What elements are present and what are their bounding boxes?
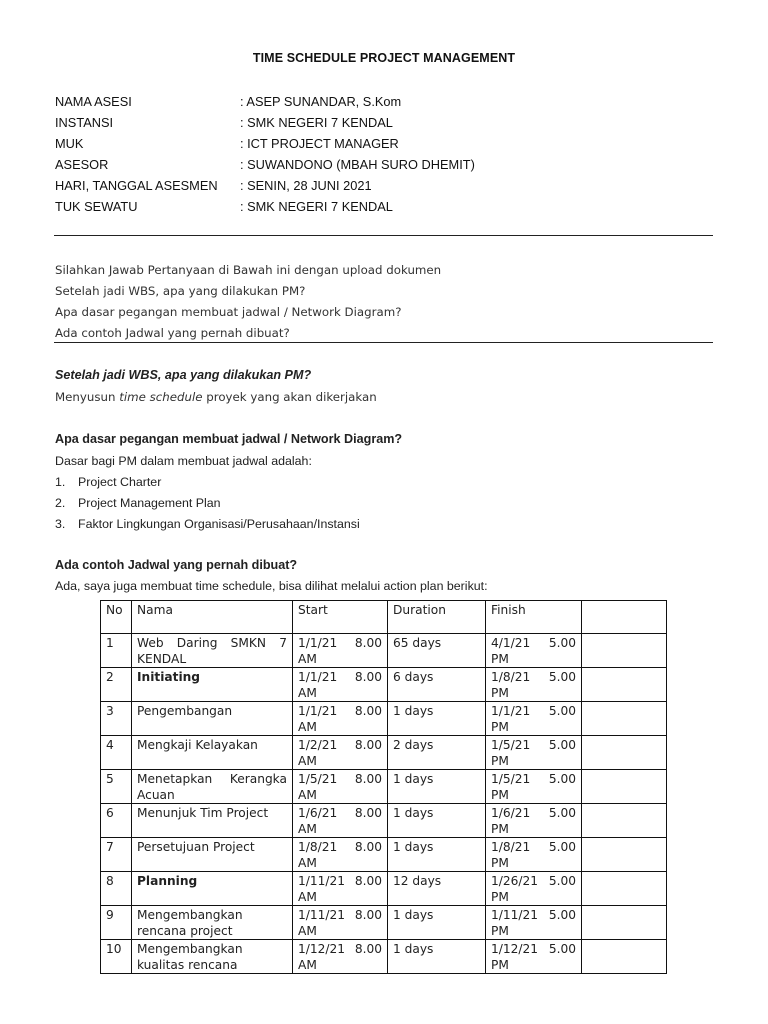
- identity-row: [55, 112, 715, 133]
- cell-finish: 4/1/21 5.00 PM: [486, 634, 582, 668]
- cell-finish: 1/6/21 5.00 PM: [486, 804, 582, 838]
- header-cell-no: No: [101, 601, 132, 634]
- cell-empty: [582, 668, 667, 702]
- identity-value: : SUWANDONO (MBAH SURO DHEMIT): [240, 157, 475, 172]
- identity-row: [55, 91, 715, 112]
- cell-empty: [582, 634, 667, 668]
- table-row: [101, 872, 667, 906]
- cell-duration: 2 days: [388, 736, 486, 770]
- cell-duration: 1 days: [388, 702, 486, 736]
- cell-empty: [582, 736, 667, 770]
- identity-label: TUK SEWATU: [55, 199, 138, 214]
- table-row: [101, 940, 667, 974]
- cell-no: 2: [101, 668, 132, 702]
- list-text: Project Charter: [78, 475, 162, 489]
- cell-nama: Menunjuk Tim Project: [132, 804, 293, 838]
- cell-nama: Pengembangan: [132, 702, 293, 736]
- schedule-table: [100, 600, 667, 974]
- divider-line: [54, 342, 713, 343]
- identity-label: NAMA ASESI: [55, 94, 132, 109]
- cell-start: 1/11/21 8.00 AM: [293, 906, 388, 940]
- identity-value: : ICT PROJECT MANAGER: [240, 136, 399, 151]
- cell-nama: Mengkaji Kelayakan: [132, 736, 293, 770]
- section-answer: [55, 390, 377, 404]
- cell-empty: [582, 804, 667, 838]
- cell-no: 7: [101, 838, 132, 872]
- cell-no: 8: [101, 872, 132, 906]
- cell-no: 6: [101, 804, 132, 838]
- cell-duration: 1 days: [388, 906, 486, 940]
- header-cell-empty: [582, 601, 667, 634]
- cell-empty: [582, 872, 667, 906]
- cell-start: 1/12/21 8.00 AM: [293, 940, 388, 974]
- cell-nama: Planning: [132, 872, 293, 906]
- cell-duration: 1 days: [388, 940, 486, 974]
- header-cell-finish: Finish: [486, 601, 582, 634]
- identity-label: INSTANSI: [55, 115, 114, 130]
- cell-duration: 12 days: [388, 872, 486, 906]
- table-row: [101, 668, 667, 702]
- table-header-row: [101, 601, 667, 634]
- table-row: [101, 736, 667, 770]
- identity-label: ASESOR: [55, 157, 109, 172]
- cell-start: 1/6/21 8.00 AM: [293, 804, 388, 838]
- cell-finish: 1/12/21 5.00 PM: [486, 940, 582, 974]
- identity-value: : SMK NEGERI 7 KENDAL: [240, 199, 393, 214]
- table-row: [101, 702, 667, 736]
- header-cell-duration: Duration: [388, 601, 486, 634]
- cell-finish: 1/5/21 5.00 PM: [486, 770, 582, 804]
- cell-nama: Web Daring SMKN 7 KENDAL: [132, 634, 293, 668]
- identity-label: HARI, TANGGAL ASESMEN: [55, 178, 218, 193]
- cell-empty: [582, 940, 667, 974]
- section-heading: Ada contoh Jadwal yang pernah dibuat?: [55, 558, 298, 572]
- list-number: 3.: [55, 517, 66, 531]
- cell-finish: 1/1/21 5.00 PM: [486, 702, 582, 736]
- cell-finish: 1/5/21 5.00 PM: [486, 736, 582, 770]
- divider-line: [54, 235, 713, 236]
- list-text: Faktor Lingkungan Organisasi/Perusahaan/Instansi: [78, 517, 360, 531]
- answer-text: proyek yang akan dikerjakan: [202, 390, 377, 404]
- header-cell-nama: Nama: [132, 601, 293, 634]
- cell-no: 9: [101, 906, 132, 940]
- cell-nama: Menetapkan Kerangka Acuan: [132, 770, 293, 804]
- cell-finish: 1/26/21 5.00 PM: [486, 872, 582, 906]
- table-row: [101, 634, 667, 668]
- cell-start: 1/2/21 8.00 AM: [293, 736, 388, 770]
- cell-duration: 1 days: [388, 804, 486, 838]
- cell-no: 5: [101, 770, 132, 804]
- identity-value: : SENIN, 28 JUNI 2021: [240, 178, 372, 193]
- identity-row: [55, 175, 715, 196]
- section-intro: Ada, saya juga membuat time schedule, bisa dilihat melalui action plan berikut:: [55, 579, 488, 593]
- table-row: [101, 906, 667, 940]
- answer-text: Menyusun: [55, 390, 120, 404]
- identity-label: MUK: [55, 136, 84, 151]
- cell-nama: Persetujuan Project: [132, 838, 293, 872]
- cell-empty: [582, 838, 667, 872]
- cell-no: 10: [101, 940, 132, 974]
- cell-no: 4: [101, 736, 132, 770]
- cell-start: 1/1/21 8.00 AM: [293, 634, 388, 668]
- cell-duration: 1 days: [388, 838, 486, 872]
- cell-nama: Mengembangkan rencana project: [132, 906, 293, 940]
- cell-finish: 1/11/21 5.00 PM: [486, 906, 582, 940]
- list-number: 1.: [55, 475, 66, 489]
- section-intro: Dasar bagi PM dalam membuat jadwal adalah:: [55, 454, 312, 468]
- list-number: 2.: [55, 496, 66, 510]
- cell-finish: 1/8/21 5.00 PM: [486, 668, 582, 702]
- question-item: Ada contoh Jadwal yang pernah dibuat?: [55, 326, 290, 340]
- header-cell-start: Start: [293, 601, 388, 634]
- document-title: TIME SCHEDULE PROJECT MANAGEMENT: [252, 51, 516, 65]
- question-item: Silahkan Jawab Pertanyaan di Bawah ini dengan upload dokumen: [55, 263, 442, 277]
- cell-nama: Mengembangkan kualitas rencana: [132, 940, 293, 974]
- cell-empty: [582, 906, 667, 940]
- question-item: Apa dasar pegangan membuat jadwal / Network Diagram?: [55, 305, 402, 319]
- identity-value: : ASEP SUNANDAR, S.Kom: [240, 94, 402, 109]
- identity-row: [55, 154, 715, 175]
- identity-row: [55, 196, 715, 217]
- identity-value: : SMK NEGERI 7 KENDAL: [240, 115, 393, 130]
- cell-empty: [582, 702, 667, 736]
- section-heading: Apa dasar pegangan membuat jadwal / Network Diagram?: [55, 432, 403, 446]
- section-heading: Setelah jadi WBS, apa yang dilakukan PM?: [55, 368, 312, 382]
- cell-empty: [582, 770, 667, 804]
- answer-emphasis: time schedule: [119, 390, 203, 404]
- cell-finish: 1/8/21 5.00 PM: [486, 838, 582, 872]
- identity-block: [55, 91, 715, 217]
- table-row: [101, 770, 667, 804]
- cell-start: 1/5/21 8.00 AM: [293, 770, 388, 804]
- cell-no: 3: [101, 702, 132, 736]
- table-row: [101, 838, 667, 872]
- cell-start: 1/1/21 8.00 AM: [293, 702, 388, 736]
- cell-no: 1: [101, 634, 132, 668]
- question-item: Setelah jadi WBS, apa yang dilakukan PM?: [55, 284, 306, 298]
- cell-start: 1/1/21 8.00 AM: [293, 668, 388, 702]
- list-text: Project Management Plan: [78, 496, 221, 510]
- cell-duration: 65 days: [388, 634, 486, 668]
- cell-nama: Initiating: [132, 668, 293, 702]
- identity-row: [55, 133, 715, 154]
- table-row: [101, 804, 667, 838]
- cell-duration: 6 days: [388, 668, 486, 702]
- cell-start: 1/8/21 8.00 AM: [293, 838, 388, 872]
- cell-duration: 1 days: [388, 770, 486, 804]
- cell-start: 1/11/21 8.00 AM: [293, 872, 388, 906]
- question-list: [55, 260, 441, 344]
